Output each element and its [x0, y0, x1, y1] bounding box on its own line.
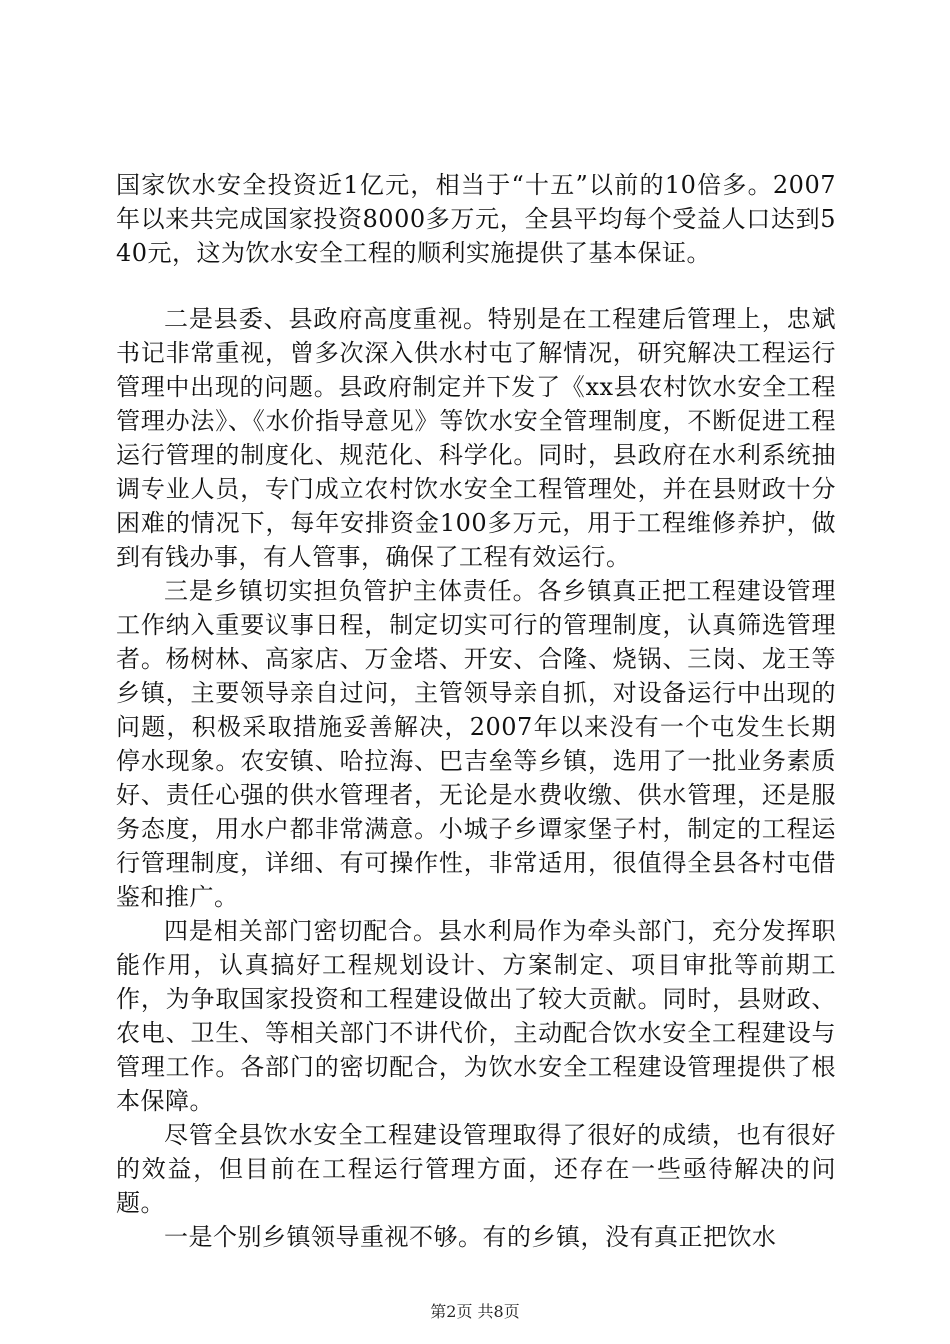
- paragraph-investment: 国家饮水安全投资近1亿元，相当于“十五”以前的10倍多。2007年以来共完成国家投资8000多万元，全县平均每个受益人口达到540元，这为饮水安全工程的顺利实施提供了基本保证。: [116, 171, 836, 267]
- paragraph-county-attention: 二是县委、县政府高度重视。特别是在工程建后管理上，忠斌书记非常重视，曾多次深入供水村屯了解情况，研究解决工程运行管理中出现的问题。县政府制定并下发了《xx县农村饮水安全工程管理办法》、《水价指导意见》等饮水安全管理制度，不断促进工程运行管理的制度化、规范化、科学化。同时，县政府在水利系统抽调专业人员，专门成立农村饮水安全工程管理处，并在县财政十分困难的情况下，每年安排资金100多万元，用于工程维修养护，做到有钱办事，有人管事，确保了工程有效运行。: [116, 305, 836, 571]
- paragraph-problem-one: 一是个别乡镇领导重视不够。有的乡镇，没有真正把饮水: [164, 1223, 777, 1251]
- paragraph-township-responsibility: 三是乡镇切实担负管护主体责任。各乡镇真正把工程建设管理工作纳入重要议事日程，制定切实可行的管理制度，认真筛选管理者。杨树林、高家店、万金塔、开安、合隆、烧锅、三岗、龙王等乡镇，主要领导亲自过问，主管领导亲自抓，对设备运行中出现的问题，积极采取措施妥善解决，2007年以来没有一个屯发生长期停水现象。农安镇、哈拉海、巴吉垒等乡镇，选用了一批业务素质好、责任心强的供水管理者，无论是水费收缴、供水管理，还是服务态度，用水户都非常满意。小城子乡谭家堡子村，制定的工程运行管理制度，详细、有可操作性，非常适用，很值得全县各村屯借鉴和推广。: [116, 577, 836, 911]
- page-number-footer: 第2页 共8页: [430, 1302, 520, 1321]
- document-body: [116, 168, 836, 1254]
- paragraph-problems-intro: 尽管全县饮水安全工程建设管理取得了很好的成绩，也有很好的效益，但目前在工程运行管理方面，还存在一些亟待解决的问题。: [116, 1121, 836, 1217]
- paragraph-department-cooperation: 四是相关部门密切配合。县水利局作为牵头部门，充分发挥职能作用，认真搞好工程规划设计、方案制定、项目审批等前期工作，为争取国家投资和工程建设做出了较大贡献。同时，县财政、农电、卫生、等相关部门不讲代价，主动配合饮水安全工程建设与管理工作。各部门的密切配合，为饮水安全工程建设管理提供了根本保障。: [116, 917, 836, 1115]
